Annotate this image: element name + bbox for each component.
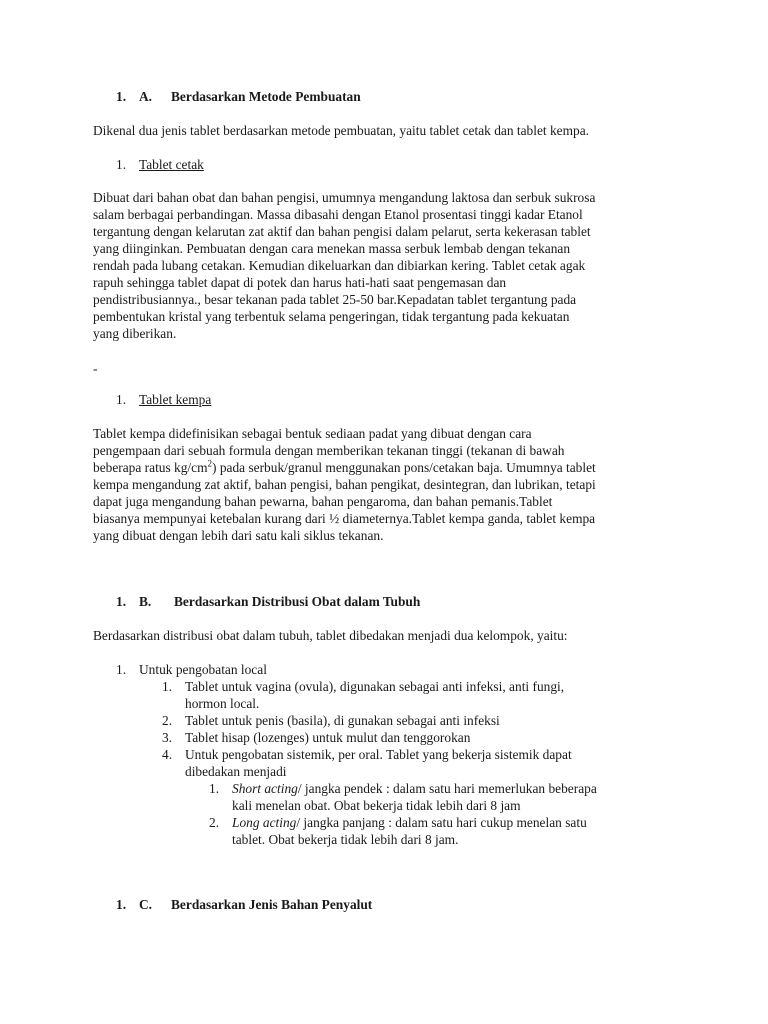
paragraph-line: rendah pada lubang cetakan. Kemudian dikeluarkan dan dibiarkan kering. Tablet cetak agak — [93, 258, 586, 273]
paragraph-line: pendistribusiannya., besar tekanan pada tablet 25-50 bar.Kepadatan tablet tergantung pada — [93, 292, 577, 307]
list-item-number: 2. — [162, 713, 173, 728]
list-item-continuation: hormon local. — [185, 696, 260, 711]
paragraph-text: ) pada serbuk/granul menggunakan pons/cetakan baja. Umumnya tablet — [212, 460, 596, 475]
paragraph-line: Dibuat dari bahan obat dan bahan pengisi, umumnya mengandung laktosa dan serbuk sukrosa — [93, 190, 596, 205]
kempa-number: 1. — [116, 392, 127, 407]
list-item: Untuk pengobatan sistemik, per oral. Tablet yang bekerja sistemik dapat — [185, 747, 572, 762]
sub-item-number: 1. — [209, 781, 220, 796]
list-item-number: 3. — [162, 730, 173, 745]
sub-item-term: Long acting — [232, 815, 297, 830]
superscript: 2 — [207, 458, 213, 469]
sub-item-text: / jangka pendek : dalam satu hari memerlukan beberapa — [297, 781, 597, 796]
sub-item-number: 2. — [209, 815, 220, 830]
sub-item-continuation: kali menelan obat. Obat bekerja tidak lebih dari 8 jam — [232, 798, 521, 813]
section-a-letter: A. — [139, 89, 153, 104]
list-item: Tablet hisap (lozenges) untuk mulut dan tenggorokan — [185, 730, 471, 745]
list-item-number: 1. — [162, 679, 173, 694]
paragraph-line: yang diinginkan. Pembuatan dengan cara menekan massa serbuk lembab dengan tekanan — [93, 241, 571, 256]
sub-item-text: / jangka panjang : dalam satu hari cukup menelan satu — [296, 815, 587, 830]
paragraph-line: yang diberikan. — [93, 326, 177, 341]
local-number: 1. — [116, 662, 127, 677]
sub-item — [232, 780, 597, 797]
section-a-title: Berdasarkan Metode Pembuatan — [171, 89, 361, 104]
cetak-paragraph — [93, 189, 683, 342]
sub-item-continuation: tablet. Obat bekerja tidak lebih dari 8 jam. — [232, 832, 459, 847]
section-b-intro: Berdasarkan distribusi obat dalam tubuh, tablet dibedakan menjadi dua kelompok, yaitu: — [93, 628, 568, 643]
kempa-title: Tablet kempa — [139, 392, 212, 407]
paragraph-line: salam berbagai perbandingan. Massa dibasahi dengan Etanol prosentasi tinggi kadar Etanol — [93, 207, 583, 222]
section-b-title: Berdasarkan Distribusi Obat dalam Tubuh — [174, 594, 421, 609]
paragraph-line: yang dibuat dengan lebih dari satu kali siklus tekanan. — [93, 528, 384, 543]
section-b-letter: B. — [139, 594, 152, 609]
local-label: Untuk pengobatan local — [139, 662, 267, 677]
sub-item — [232, 814, 587, 831]
list-item-number: 4. — [162, 747, 173, 762]
list-item: Tablet untuk penis (basila), di gunakan sebagai anti infeksi — [185, 713, 500, 728]
section-c-letter: C. — [139, 897, 153, 912]
paragraph-line: pengempaan dari sebuah formula dengan memberikan tekanan tinggi (tekanan di bawah — [93, 443, 565, 458]
section-c-title: Berdasarkan Jenis Bahan Penyalut — [171, 897, 373, 912]
cetak-number: 1. — [116, 157, 127, 172]
list-item-continuation: dibedakan menjadi — [185, 764, 287, 779]
paragraph-line: rapuh sehingga tablet dapat di potek dan harus hati-hati saat pengemasan dan — [93, 275, 507, 290]
paragraph-line — [93, 459, 683, 476]
paragraph-line: dapat juga mengandung bahan pewarna, bahan pengaroma, dan bahan pemanis.Tablet — [93, 494, 553, 509]
section-a-intro: Dikenal dua jenis tablet berdasarkan metode pembuatan, yaitu tablet cetak dan tablet kempa. — [93, 123, 590, 138]
dash-marker: - — [93, 361, 98, 376]
section-c-number: 1. — [116, 897, 127, 912]
paragraph-text: beberapa ratus kg/cm — [93, 460, 208, 475]
paragraph-line: pembentukan kristal yang terbentuk selama pengeringan, tidak tergantung pada kekuatan — [93, 309, 570, 324]
paragraph-line: Tablet kempa didefinisikan sebagai bentuk sediaan padat yang dibuat dengan cara — [93, 426, 532, 441]
list-item: Tablet untuk vagina (ovula), digunakan sebagai anti infeksi, anti fungi, — [185, 679, 565, 694]
section-a-number: 1. — [116, 89, 127, 104]
sub-item-term: Short acting — [232, 781, 298, 796]
paragraph-line: kempa mengandung zat aktif, bahan pengisi, bahan pengikat, desintegran, dan lubrikan, tetapi — [93, 477, 596, 492]
paragraph-line: biasanya mempunyai ketebalan kurang dari ½ diameternya.Tablet kempa ganda, tablet kempa — [93, 511, 596, 526]
cetak-title: Tablet cetak — [139, 157, 204, 172]
section-b-number: 1. — [116, 594, 127, 609]
paragraph-line: tergantung dengan kelarutan zat aktif dan bahan pengisi dalam pelarut, serta kekerasan tablet — [93, 224, 591, 239]
kempa-paragraph — [93, 425, 683, 544]
